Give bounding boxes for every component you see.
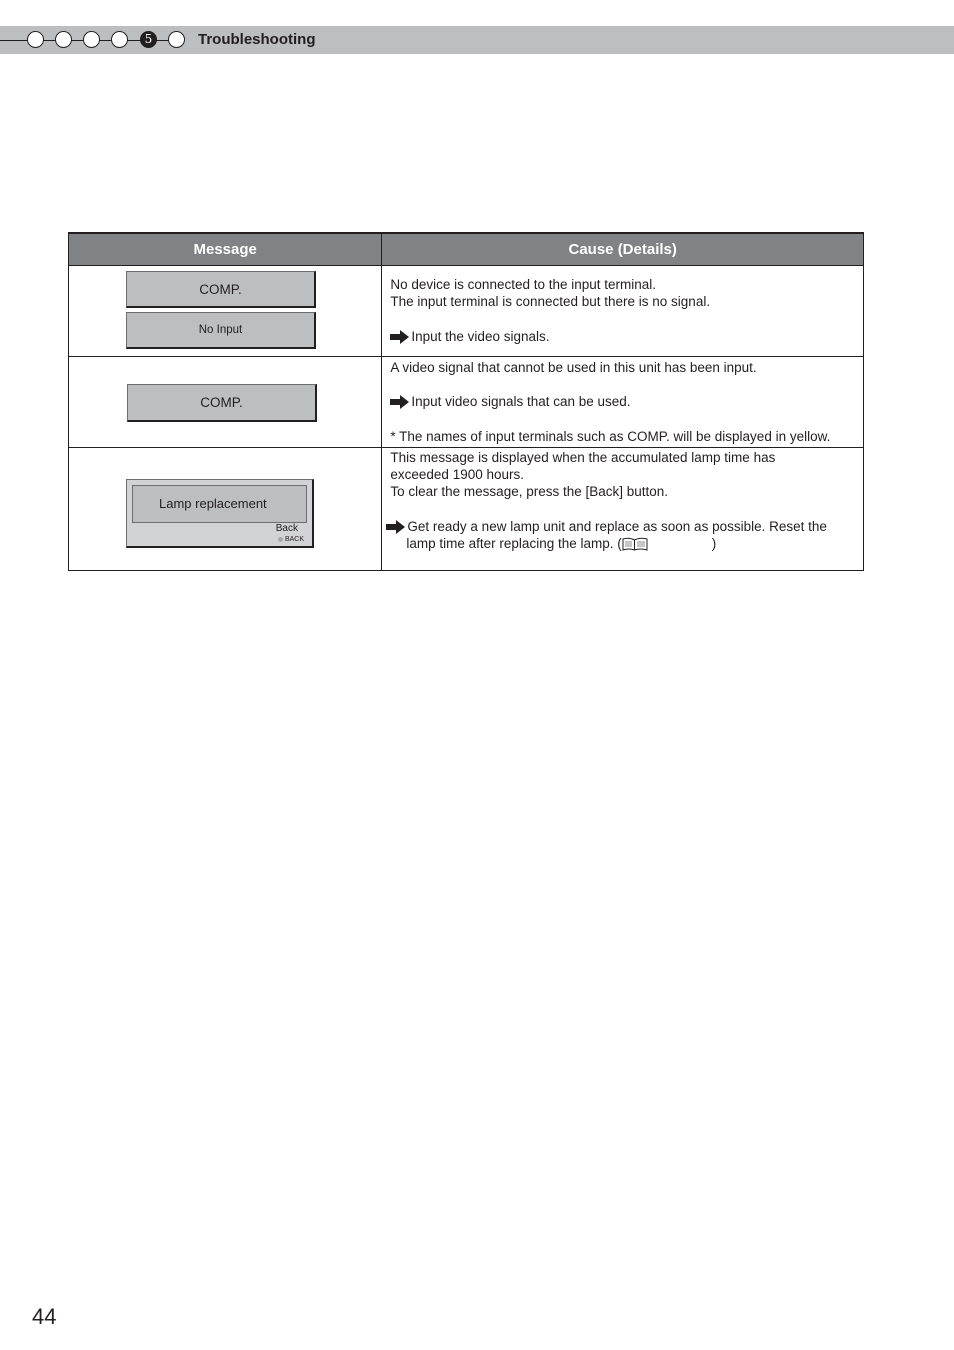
cause-line: This message is displayed when the accumulated lamp time has <box>390 450 776 465</box>
cause-cell <box>382 266 864 357</box>
step-indicator-1 <box>27 31 44 48</box>
back-key-text: BACK <box>284 536 304 543</box>
book-reference-icon <box>622 537 648 555</box>
cause-line: To clear the message, press the [Back] button. <box>390 484 669 500</box>
arrow-right-icon <box>390 330 410 342</box>
message-cell <box>69 357 382 448</box>
table-row <box>69 266 864 357</box>
message-table <box>68 232 864 571</box>
osd-lamp-dialog <box>126 479 314 548</box>
back-button-icon <box>278 537 283 542</box>
action-line <box>390 393 863 410</box>
step-indicator-4 <box>111 31 128 48</box>
action-text-suffix: ) <box>711 536 717 551</box>
action-text: Get ready a new lamp unit and replace as soon as possible. Reset the <box>407 518 827 534</box>
step-indicator-5-active: 5 <box>140 31 157 48</box>
table-row <box>69 357 864 448</box>
step-indicator-6 <box>168 31 185 48</box>
action-line <box>390 328 863 345</box>
section-title: Troubleshooting <box>198 31 316 48</box>
step-indicator-3 <box>83 31 100 48</box>
action-text: Input video signals that can be used. <box>411 394 631 410</box>
arrow-right-icon <box>390 395 410 407</box>
header-cause: Cause (Details) <box>382 233 864 266</box>
cause-line: The input terminal is connected but there is no signal. <box>390 294 711 310</box>
action-text: Input the video signals. <box>411 328 550 344</box>
osd-input-label: COMP. <box>126 271 316 308</box>
osd-back-label: Back <box>275 523 298 534</box>
message-cell <box>69 266 382 357</box>
cause-cell <box>382 357 864 448</box>
osd-input-label: COMP. <box>127 384 317 422</box>
action-line-2 <box>390 535 863 555</box>
cause-cell <box>382 448 864 571</box>
table-header-row <box>69 233 864 266</box>
table-row <box>69 448 864 571</box>
action-line <box>386 518 863 535</box>
note-line: * The names of input terminals such as COMP. will be displayed in yellow. <box>390 428 831 444</box>
cause-line: exceeded 1900 hours. <box>390 467 524 483</box>
cause-line: A video signal that cannot be used in this unit has been input. <box>390 360 757 375</box>
osd-no-input: No Input <box>126 312 316 349</box>
page-number: 44 <box>32 1304 57 1329</box>
action-text-prefix: lamp time after replacing the lamp. ( <box>406 536 622 551</box>
cause-line: No device is connected to the input terminal. <box>390 277 657 292</box>
header-message: Message <box>69 233 382 266</box>
osd-lamp-message: Lamp replacement <box>132 485 307 523</box>
step-indicator-2 <box>55 31 72 48</box>
message-cell <box>69 448 382 571</box>
osd-back-key <box>278 536 304 543</box>
arrow-right-icon <box>386 520 406 532</box>
